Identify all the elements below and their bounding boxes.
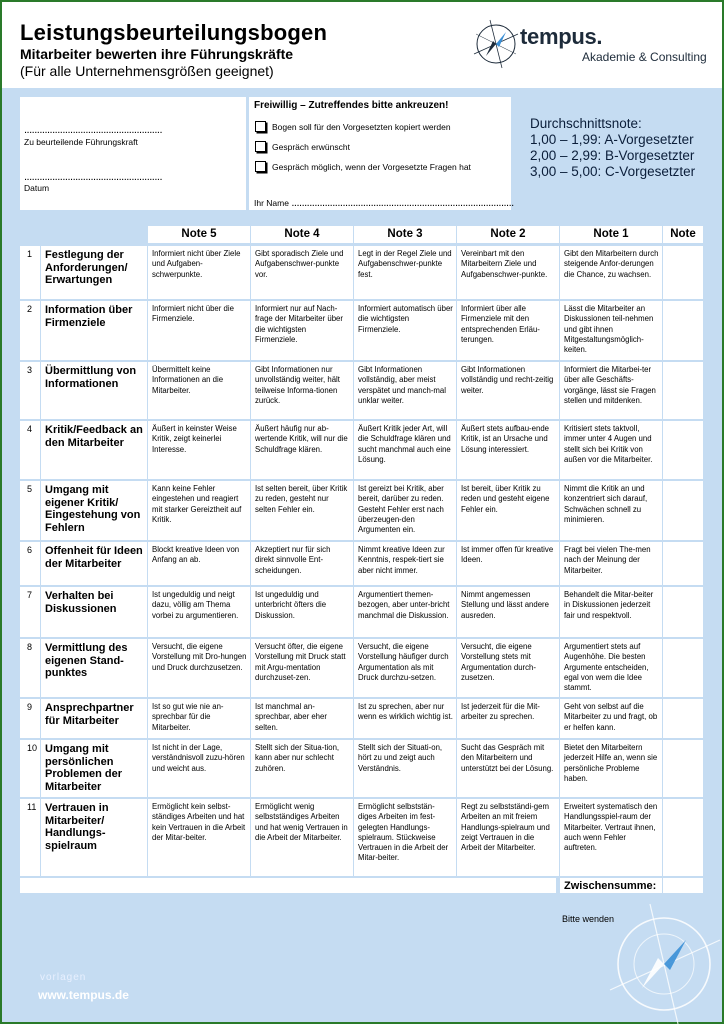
criterion-label: Verhalten bei Diskussionen: [41, 587, 147, 637]
grade-description: Ist manchmal an-sprechbar, aber eher selten.: [251, 699, 353, 738]
grade-description: Blockt kreative Ideen von Anfang an ab.: [148, 542, 250, 585]
grade-description: Ist ungeduldig und neigt dazu, völlig am Thema vorbei zu argumentieren.: [148, 587, 250, 637]
grade-description: Legt in der Regel Ziele und Aufgabenschwer-punkte fest.: [354, 246, 456, 299]
date-label: Datum: [24, 183, 50, 193]
watermark-text: vorlagen: [40, 972, 87, 983]
grade-description: Gibt den Mitarbeitern durch steigende Anfor-derungen die Chance, zu wachsen.: [560, 246, 662, 299]
grade-description: Ist jederzeit für die Mit-arbeiter zu sprechen.: [457, 699, 559, 738]
grade-description: Gibt Informationen vollständig, aber meist verspätet und manch-mal unklar weiter.: [354, 362, 456, 419]
grade-input-cell[interactable]: [663, 542, 703, 585]
criterion-label: Festlegung der Anforderungen/ Erwartungen: [41, 246, 147, 299]
option-label: Gespräch erwünscht: [272, 141, 350, 152]
grade-description: Kann keine Fehler eingestehen und reagiert mit starker Gereiztheit auf Kritik.: [148, 481, 250, 540]
criterion-label: Umgang mit eigener Kritik/ Eingestehung von Fehlern: [41, 481, 147, 540]
grade-description: Ist zu sprechen, aber nur wenn es wirklich wichtig ist.: [354, 699, 456, 738]
grade-description: Regt zu selbstständi-gem Arbeiten an mit freiem Handlungs-spielraum und zeigt Vertrauen in die Arbeit der Mitarbeiter.: [457, 799, 559, 876]
column-header: Note 5: [148, 226, 250, 243]
grade-description: Argumentiert stets auf Augenhöhe. Die besten Argumente entscheiden, egal von wem die Idee stammt.: [560, 639, 662, 697]
your-name-field[interactable]: [254, 198, 514, 208]
grade-input-cell[interactable]: [663, 799, 703, 876]
grade-description: Äußert häufig nur ab-wertende Kritik, will nur die Schuldfrage klären.: [251, 421, 353, 479]
criterion-label: Ansprechpartner für Mitarbeiter: [41, 699, 147, 738]
subtotal-spacer: [20, 878, 556, 893]
grade-description: Vereinbart mit den Mitarbeitern Ziele und Aufgabenschwer-punkte.: [457, 246, 559, 299]
row-number: 4: [20, 421, 40, 479]
manager-info-box: [20, 97, 246, 210]
grade-input-cell[interactable]: [663, 362, 703, 419]
grade-description: Informiert nicht über Ziele und Aufgaben-schwerpunkte.: [148, 246, 250, 299]
grade-description: Ist nicht in der Lage, verständnisvoll zuzu-hören und weicht aus.: [148, 740, 250, 797]
logo-tagline: Akademie & Consulting: [582, 50, 707, 64]
grade-description: Versucht, die eigene Vorstellung mit Dro-hungen und Druck durchzusetzen.: [148, 639, 250, 697]
column-header: Note 3: [354, 226, 456, 243]
grade-description: Informiert nur auf Nach-frage der Mitarbeiter über die wichtigsten Firmenziele.: [251, 301, 353, 360]
grade-description: Ist ungeduldig und unterbricht öfters die Diskussion.: [251, 587, 353, 637]
grade-description: Fragt bei vielen The-men nach der Meinung der Mitarbeiter.: [560, 542, 662, 585]
grade-description: Informiert automatisch über die wichtigsten Firmenziele.: [354, 301, 456, 360]
grade-description: Ist immer offen für kreative Ideen.: [457, 542, 559, 585]
grade-description: Gibt Informationen nur unvollständig weiter, hält teilweise Informa-tionen zurück.: [251, 362, 353, 419]
grade-input-cell[interactable]: [663, 699, 703, 738]
grade-description: Äußert in keinster Weise Kritik, zeigt keinerlei Interesse.: [148, 421, 250, 479]
grade-description: Ermöglicht selbststän-diges Arbeiten im fest-gelegten Handlungs-spielraum. Stückweise Vertrauen in die Arbeit der Mitar-beiter.: [354, 799, 456, 876]
grade-input-cell[interactable]: [663, 587, 703, 637]
subtotal-label: Zwischensumme:: [560, 878, 662, 893]
criterion-label: Offenheit für Ideen der Mitarbeiter: [41, 542, 147, 585]
grade-scale: [530, 116, 695, 180]
website-link[interactable]: www.tempus.de: [38, 988, 129, 1002]
grade-scale-line: 1,00 – 1,99: A-Vorgesetzter: [530, 132, 694, 147]
grade-description: Stellt sich der Situati-on, hört zu und zeigt auch Verständnis.: [354, 740, 456, 797]
row-number: 6: [20, 542, 40, 585]
grade-description: Nimmt angemessen Stellung und lässt andere ausreden.: [457, 587, 559, 637]
your-name-line: .......................................................................................: [291, 197, 514, 209]
grade-input-cell[interactable]: [663, 740, 703, 797]
row-number: 8: [20, 639, 40, 697]
criterion-label: Vermittlung des eigenen Stand-punktes: [41, 639, 147, 697]
manager-name-label: Zu beurteilende Führungskraft: [24, 137, 138, 147]
option-meeting-wanted[interactable]: [255, 141, 350, 152]
column-header: Note 4: [251, 226, 353, 243]
grade-description: Gibt sporadisch Ziele und Aufgabenschwer-punkte vor.: [251, 246, 353, 299]
option-meeting-possible[interactable]: [255, 161, 471, 172]
column-header: Note 1: [560, 226, 662, 243]
grade-description: Versucht, die eigene Vorstellung häufiger durch Argumentation als mit Druck durchzu-setzen.: [354, 639, 456, 697]
document-title: Leistungsbeurteilungsbogen: [20, 20, 328, 45]
column-header: Note: [663, 226, 703, 243]
row-number: 3: [20, 362, 40, 419]
optional-title: Freiwillig – Zutreffendes bitte ankreuzen!: [254, 100, 449, 111]
checkbox[interactable]: [255, 161, 266, 172]
grade-description: Bietet den Mitarbeitern jederzeit Hilfe an, wenn sie persönliche Probleme haben.: [560, 740, 662, 797]
grade-scale-title: Durchschnittsnote:: [530, 116, 642, 131]
option-copy[interactable]: [255, 121, 451, 132]
grade-input-cell[interactable]: [663, 246, 703, 299]
grade-description: Ist selten bereit, über Kritik zu reden, gesteht nur selten Fehler ein.: [251, 481, 353, 540]
row-number: 11: [20, 799, 40, 876]
column-header: Note 2: [457, 226, 559, 243]
grade-scale-line: 3,00 – 5,00: C-Vorgesetzter: [530, 164, 696, 179]
grade-description: Erweitert systematisch den Handlungsspiel-raum der Mitarbeiter. Vertraut ihnen, auch wenn Fehler auftreten.: [560, 799, 662, 876]
grade-description: Ist so gut wie nie an-sprechbar für die Mitarbeiter.: [148, 699, 250, 738]
grade-description: Lässt die Mitarbeiter an Diskussionen teil-nehmen und gibt ihnen Mitgestaltungsmöglich-keiten.: [560, 301, 662, 360]
criterion-label: Information über Firmenziele: [41, 301, 147, 360]
row-number: 7: [20, 587, 40, 637]
grade-description: Informiert über alle Firmenziele mit den entsprechenden Erläu-terungen.: [457, 301, 559, 360]
criterion-label: Übermittlung von Informationen: [41, 362, 147, 419]
row-number: 1: [20, 246, 40, 299]
grade-description: Übermittelt keine Informationen an die Mitarbeiter.: [148, 362, 250, 419]
grade-description: Versucht, die eigene Vorstellung stets mit Argumentation durch-zusetzen.: [457, 639, 559, 697]
compass-watermark-icon: [600, 900, 724, 1024]
subtotal-input-cell[interactable]: [663, 878, 703, 893]
checkbox[interactable]: [255, 141, 266, 152]
grade-description: Informiert die Mitarbei-ter über alle Geschäfts-vorgänge, lässt sie Fragen stellen und mitdenken.: [560, 362, 662, 419]
date-line[interactable]: ......................................................: [24, 171, 163, 183]
turn-page-note: Bitte wenden: [562, 914, 615, 924]
grade-description: Ermöglicht kein selbst-ständiges Arbeiten und hat kein Vertrauen in die Arbeit der Mitar-beiter.: [148, 799, 250, 876]
option-label: Gespräch möglich, wenn der Vorgesetzte Fragen hat: [272, 161, 471, 172]
logo-name: tempus.: [520, 24, 603, 49]
grade-description: Ermöglicht wenig selbstständiges Arbeiten und hat wenig Vertrauen in die Arbeit der Mitarbeiter.: [251, 799, 353, 876]
grade-description: Nimmt die Kritik an und konzentriert sich darauf, Schwächen schnell zu minimieren.: [560, 481, 662, 540]
optional-box: [249, 97, 514, 210]
grade-description: Versucht öfter, die eigene Vorstellung mit Druck statt mit Argu-mentation durchzuset-zen.: [251, 639, 353, 697]
option-label: Bogen soll für den Vorgesetzten kopiert werden: [272, 121, 451, 132]
grade-description: Akzeptiert nur für sich direkt sinnvolle Ent-scheidungen.: [251, 542, 353, 585]
row-number: 10: [20, 740, 40, 797]
grade-description: Gibt Informationen vollständig und recht-zeitig weiter.: [457, 362, 559, 419]
grade-description: Informiert nicht über die Firmenziele.: [148, 301, 250, 360]
criterion-label: Vertrauen in Mitarbeiter/ Handlungs-spielraum: [41, 799, 147, 876]
grade-description: Äußert stets aufbau-ende Kritik, ist an Ursache und Lösung interessiert.: [457, 421, 559, 479]
grade-description: Nimmt kreative Ideen zur Kenntnis, respek-tiert sie aber nicht immer.: [354, 542, 456, 585]
grade-input-cell[interactable]: [663, 639, 703, 697]
grade-description: Ist gereizt bei Kritik, aber bereit, darüber zu reden. Gesteht Fehler erst nach überzeugen-den Argumenten ein.: [354, 481, 456, 540]
grade-description: Argumentiert themen-bezogen, aber unter-bricht manchmal die Diskussion.: [354, 587, 456, 637]
document-note: (Für alle Unternehmensgrößen geeignet): [20, 63, 274, 79]
grade-input-cell[interactable]: [663, 301, 703, 360]
grade-input-cell[interactable]: [663, 481, 703, 540]
grade-description: Behandelt die Mitar-beiter in Diskussionen jederzeit fair und respektvoll.: [560, 587, 662, 637]
criterion-label: Umgang mit persönlichen Problemen der Mitarbeiter: [41, 740, 147, 797]
grade-description: Kritisiert stets taktvoll, immer unter 4 Augen und stellt sich bei Kritik von außen vor die Mitarbeiter.: [560, 421, 662, 479]
grade-description: Stellt sich der Situa-tion, kann aber nur schlecht zuhören.: [251, 740, 353, 797]
grade-scale-line: 2,00 – 2,99: B-Vorgesetzter: [530, 148, 695, 163]
row-number: 5: [20, 481, 40, 540]
grade-description: Sucht das Gespräch mit den Mitarbeitern und unterstützt bei der Lösung.: [457, 740, 559, 797]
grade-description: Ist bereit, über Kritik zu reden und gesteht eigene Fehler ein.: [457, 481, 559, 540]
your-name-label: Ihr Name: [254, 198, 289, 208]
criterion-label: Kritik/Feedback an den Mitarbeiter: [41, 421, 147, 479]
grade-description: Geht von selbst auf die Mitarbeiter zu und fragt, ob er helfen kann.: [560, 699, 662, 738]
checkbox[interactable]: [255, 121, 266, 132]
row-number: 9: [20, 699, 40, 738]
grade-description: Äußert Kritik jeder Art, will die Schuldfrage klären und sucht manchmal auch eine Lösung.: [354, 421, 456, 479]
grade-input-cell[interactable]: [663, 421, 703, 479]
row-number: 2: [20, 301, 40, 360]
document-subtitle: Mitarbeiter bewerten ihre Führungskräfte: [20, 46, 294, 62]
manager-name-line[interactable]: ......................................................: [24, 124, 163, 136]
